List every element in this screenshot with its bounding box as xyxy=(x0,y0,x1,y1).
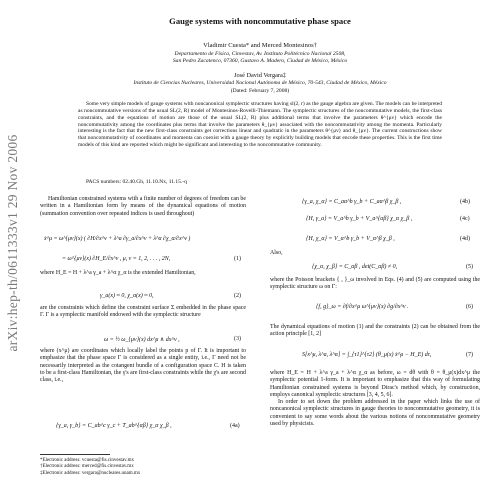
equation-number-4b: (4b) xyxy=(460,199,470,205)
also-text: Also, xyxy=(270,250,283,256)
footnote-rule xyxy=(40,454,110,455)
equation-number-4d: (4d) xyxy=(460,236,470,242)
constraint-surface-text: are the constraints which define the constraint surface Σ embedded in the phase space Γ. Γ is a symplectic manifold endowed with the symplectic structure xyxy=(40,305,246,319)
equation-number-2: (2) xyxy=(234,293,241,299)
equation-number-3: (3) xyxy=(234,336,241,342)
equation-7: S[x^μ, λ^a, λ^α] = ∫_{τ1}^{τ2} (θ_μ(x) ẋ^μ − H_E) dτ, xyxy=(302,352,432,358)
equation-number-1: (1) xyxy=(234,256,241,262)
equation-4a: {γ_a, γ_b} = C_ab^c γ_c + T_ab^{αβ} χ_α χ_β , xyxy=(56,423,172,429)
right-text-block xyxy=(270,250,480,257)
equation-6: {f, g}_ω = ∂f/∂x^μ ω^{μν}(x) ∂g/∂x^ν . xyxy=(316,304,409,310)
equation-number-4c: (4c) xyxy=(460,216,470,222)
left-text-block xyxy=(40,270,246,277)
left-text-block xyxy=(40,305,246,320)
right-text-block xyxy=(270,324,480,339)
equation-number-7: (7) xyxy=(466,352,473,358)
affiliation-2: Instituto de Ciencias Nucleares, Universidad Nacional Autónoma de México, 70-543, Ciudad de México, México xyxy=(133,80,387,86)
affiliation-1-line: San Pedro Zacatenco, 07360, Gustavo A. Madero, Ciudad de México, México xyxy=(172,58,348,65)
author-2: José David Vergara‡ xyxy=(234,72,286,79)
equation-2: γ_a(x) ≈ 0, χ_α(x) ≈ 0, xyxy=(100,293,154,299)
equation-number-5: (5) xyxy=(466,264,473,270)
arxiv-stamp: arXiv:hep-th/0611333v1 29 Nov 2006 xyxy=(5,134,20,352)
pacs-numbers: PACS numbers: 02.40.Gh, 11.10.Nx, 11.15.-q xyxy=(86,179,187,185)
symplectic-potential-text: where H_E = H + λ^a γ_a + λ^α χ_α as before, ω = dθ with θ = θ_μ(x)dx^μ the symplectic potential 1-form. It is important to emphasize that this way of formulating Hamiltonian constrained systems is beyond Dirac's method which, by construction, employs canonical symplectic structures [3, 4, 5, 6]. xyxy=(270,370,480,398)
dated-line: (Dated: February 7, 2008) xyxy=(230,88,290,94)
equation-4d: {H, χ_α} = V_α^b γ_b + V_α^β χ_β , xyxy=(306,236,395,242)
affiliation-1-line: Departamento de Física, Cinvestav, Av. Instituto Politécnico Nacional 2508, xyxy=(174,51,346,57)
equation-1a: ẋ^μ = ω^{μν}(x) ( ∂H/∂x^ν + λ^a ∂γ_a/∂x^ν + λ^α ∂χ_α/∂x^ν ) xyxy=(44,236,191,242)
equation-3: ω = ½ ω_{μν}(x) dx^μ ∧ dx^ν , xyxy=(104,337,180,343)
right-text-block xyxy=(270,370,480,428)
extended-hamiltonian-text: where H_E = H + λ^a γ_a + λ^α χ_α is the extended Hamiltonian, xyxy=(40,270,196,276)
paper-page xyxy=(40,0,480,495)
intro-paragraph: Hamiltonian constrained systems with a finite number of degrees of freedom can be written in a Hamiltonian form by means of the dynamical equations of motion (summation convention over repeated indices is used throughout) xyxy=(40,196,246,217)
equation-1b: = ω^{μν}(x) ∂H_E/∂x^ν , μ, ν = 1, 2, . . . , 2N, xyxy=(62,256,171,262)
footnote: *Electronic address: vcuesta@fis.cinvestav.mx xyxy=(40,458,134,463)
footnote: ‡Electronic address: vergara@nucleares.unam.mx xyxy=(40,470,141,476)
paper-title: Gauge systems with noncommutative phase space xyxy=(169,16,351,26)
equation-5: {χ_α, χ_β} = C_αβ , det(C_αβ) ≠ 0, xyxy=(312,264,398,270)
noncommutative-intro-text: In order to set down the problem addressed in the paper which links the use of noncanonical symplectic structures in gauge theories to noncommutative geometry, it is convenient to say some words about the various notions of noncommutative geometry used by physicists. xyxy=(270,399,480,427)
authors-line: Vladimir Cuesta* and Merced Montesinos† xyxy=(203,42,317,49)
abstract: Some very simple models of gauge systems with noncanonical symplectic structures having sl(2, r) as the gauge algebra are given. The models can be interpreted as noncommutative versions of the usual SL(2, R) model of Montesinos-Rovelli-Thiemann. The symplectic structures of the noncommutative models, the first-class constraints, and the equations of motion are those of the usual SL(2, R) plus additional terms that involve the parameters θ^{μν} which encode the noncommutativity among the coordinates plus terms that involve the parameters θ_{μν} associated with the noncommutativity among the momenta. Particularly interesting is the fact that the new first-class constraints get corrections linear and quadratic in the parameters θ^{μν} and θ_{μν}. The current constructions show that noncommutativity of coordinates and momenta can coexist with a gauge theory by explicitly building models that encode these properties. This is the first time models of this kind are reported which might be significant and interesting to the noncommutative community. xyxy=(78,101,442,149)
footnote: †Electronic address: merced@fis.cinvestav.mx xyxy=(40,464,134,470)
equation-number-6: (6) xyxy=(466,304,473,310)
left-column xyxy=(40,196,246,218)
right-text-block xyxy=(270,277,480,292)
equation-4c: {H, γ_a} = V_a^b γ_b + V_a^{αβ} χ_α χ_β , xyxy=(306,216,413,222)
left-text-block xyxy=(40,348,246,384)
equation-number-4a: (4a) xyxy=(230,423,240,429)
poisson-bracket-text: where the Poisson brackets { , }_ω involved in Eqs. (4) and (5) are computed using the symplectic structure ω on Γ: xyxy=(270,277,480,291)
equation-4b: {γ_a, χ_α} = C_aα^b γ_b + C_aα^β χ_β , xyxy=(302,199,402,205)
phase-space-text: where (x^μ) are coordinates which locally label the points p of Γ. It is important to emphasize that the phase space Γ is considered as a single entity, i.e., Γ need not be necessarily interpreted as the cotangent bundle of a configuration space C. H is taken to be a first-class Hamiltonian, the γ's are first-class constraints while the χ's are second class, i.e., xyxy=(40,348,246,383)
footnotes xyxy=(40,458,140,477)
action-principle-text: The dynamical equations of motion (1) and the constraints (2) can be obtained from the action principle [1, 2] xyxy=(270,324,480,338)
affiliation-1 xyxy=(40,51,480,65)
